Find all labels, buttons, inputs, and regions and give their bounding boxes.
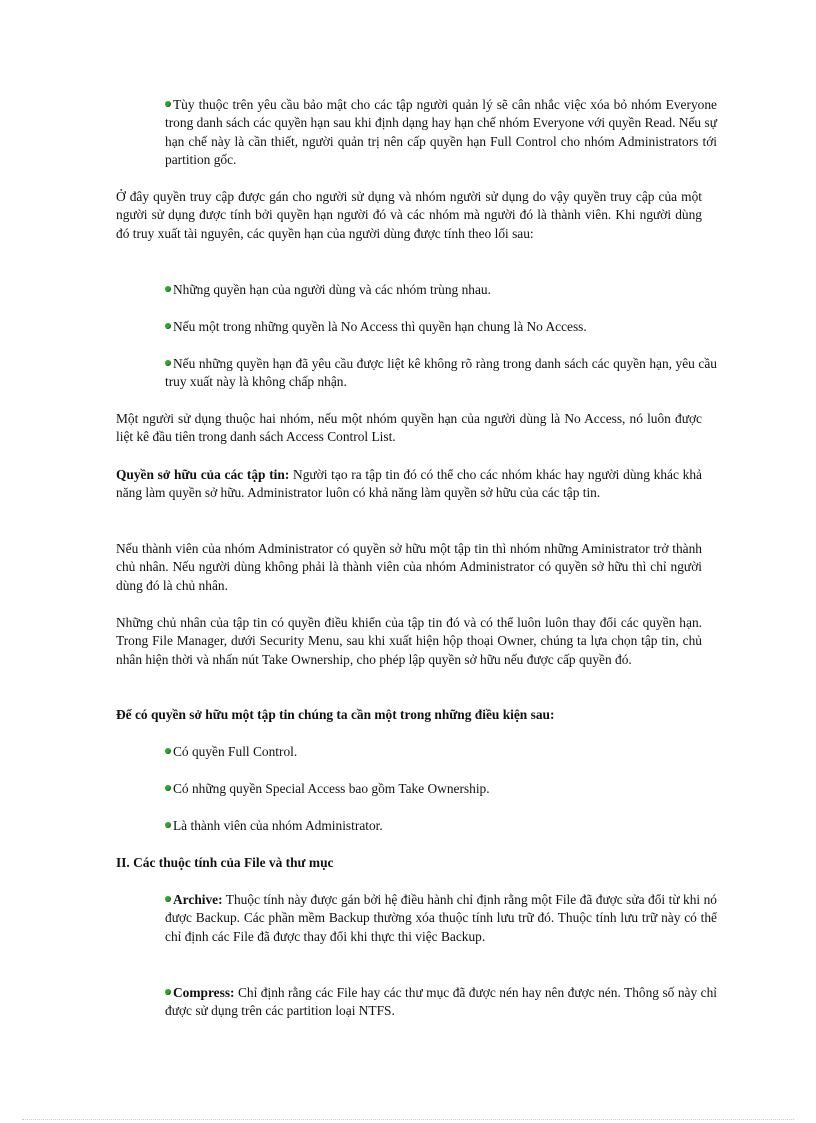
paragraph-owner: Những chủ nhân của tập tin có quyền điều khiển của tập tin đó và có thể luôn luôn thay đổi các quyền hạn. Trong File Manager, dưới Security Menu, sau khi xuất hiện hộp thoại Owner, chúng ta lựa chọn tập tin, chủ nhân hiện thời và nhấn nút Take Ownership, cho phép lập quyền sở hữu nếu được cấp quyền đó. xyxy=(116,615,702,667)
page-bottom-border xyxy=(22,1119,794,1120)
bullet-text: Có quyền Full Control. xyxy=(173,744,298,759)
bullet-icon xyxy=(165,896,171,902)
paragraph-access: Ở đây quyền truy cập được gán cho người sử dụng và nhóm người sử dụng do vậy quyền truy cập của một người sử dụng được tính bởi quyền hạn người đó và các nhóm mà người đó là thành viên. Khi người dùng đó truy xuất tài nguyên, các quyền hạn của người dùng được tính theo lối sau: xyxy=(116,189,702,241)
bullet-everyone xyxy=(165,96,717,170)
bullet-text: Nếu những quyền hạn đã yêu cầu được liệt kê không rõ ràng trong danh sách các quyền hạn, yêu cầu truy xuất này là không chấp nhận. xyxy=(165,356,717,390)
bullet-condition-1 xyxy=(165,743,717,761)
bullet-archive xyxy=(165,891,717,946)
bullet-compress xyxy=(165,984,717,1021)
compress-text: Chỉ định rằng các File hay các thư mục đã được nén hay nên được nén. Thông số này chỉ được sử dụng trên các partition loại NTFS. xyxy=(165,985,717,1019)
bullet-icon xyxy=(165,323,171,329)
conditions-heading: Để có quyền sở hữu một tập tin chúng ta cần một trong những điều kiện sau: xyxy=(116,707,555,722)
bullet-text: Tùy thuộc trên yêu cầu bảo mật cho các tập người quản lý sẽ cân nhắc việc xóa bỏ nhóm Everyone trong danh sách các quyền hạn sau khi định dạng hay hạn chế nhóm Everyone với quyền Read. Nếu sự hạn chế này là cần thiết, người quản trị nên cấp quyền hạn Full Control cho nhóm Administrators tới partition gốc. xyxy=(165,97,717,168)
bullet-icon xyxy=(165,989,171,995)
bullet-text: Có những quyền Special Access bao gồm Take Ownership. xyxy=(173,781,490,796)
bullet-icon xyxy=(165,748,171,754)
bullet-text: Là thành viên của nhóm Administrator. xyxy=(173,818,383,833)
bullet-icon xyxy=(165,785,171,791)
bullet-condition-2 xyxy=(165,780,717,798)
ownership-text: Người tạo ra tập tin đó có thể cho các nhóm khác hay người dùng khác khả năng làm quyền sở hữu. Administrator luôn có khả năng làm quyền sở hữu của các tập tin. xyxy=(116,467,702,501)
bullet-rule-1 xyxy=(165,281,717,299)
section-heading: II. Các thuộc tính của File và thư mục xyxy=(116,855,334,870)
paragraph-admin: Nếu thành viên của nhóm Administrator có quyền sở hữu một tập tin thì nhóm những Aministrator trở thành chủ nhân. Nếu người dùng không phải là thành viên của nhóm Administrator có quyền sở hữu thì chỉ người dùng đó là chủ nhân. xyxy=(116,541,702,593)
bullet-condition-3 xyxy=(165,817,717,835)
compress-label: Compress: xyxy=(173,985,235,1000)
bullet-icon xyxy=(165,286,171,292)
bullet-icon xyxy=(165,822,171,828)
archive-text: Thuộc tính này được gán bởi hệ điều hành chỉ định rằng một File đã được sửa đổi từ khi nó được Backup. Các phần mềm Backup thường xóa thuộc tính lưu trữ đó. Thuộc tính lưu trữ này có thể chỉ định các File đã được thay đổi khi thực thi việc Backup. xyxy=(165,892,717,944)
bullet-icon xyxy=(165,360,171,366)
archive-label: Archive: xyxy=(173,892,223,907)
ownership-label: Quyền sở hữu của các tập tin: xyxy=(116,467,290,482)
bullet-icon xyxy=(165,101,171,107)
paragraph-ownership xyxy=(116,466,702,503)
bullet-rule-2 xyxy=(165,318,717,336)
paragraph-two-groups: Một người sử dụng thuộc hai nhóm, nếu một nhóm quyền hạn của người dùng là No Access, nó luôn được liệt kê đầu tiên trong danh sách Access Control List. xyxy=(116,411,702,445)
bullet-rule-3 xyxy=(165,355,717,392)
bullet-text: Nếu một trong những quyền là No Access thì quyền hạn chung là No Access. xyxy=(173,319,587,334)
bullet-text: Những quyền hạn của người dùng và các nhóm trùng nhau. xyxy=(173,282,491,297)
